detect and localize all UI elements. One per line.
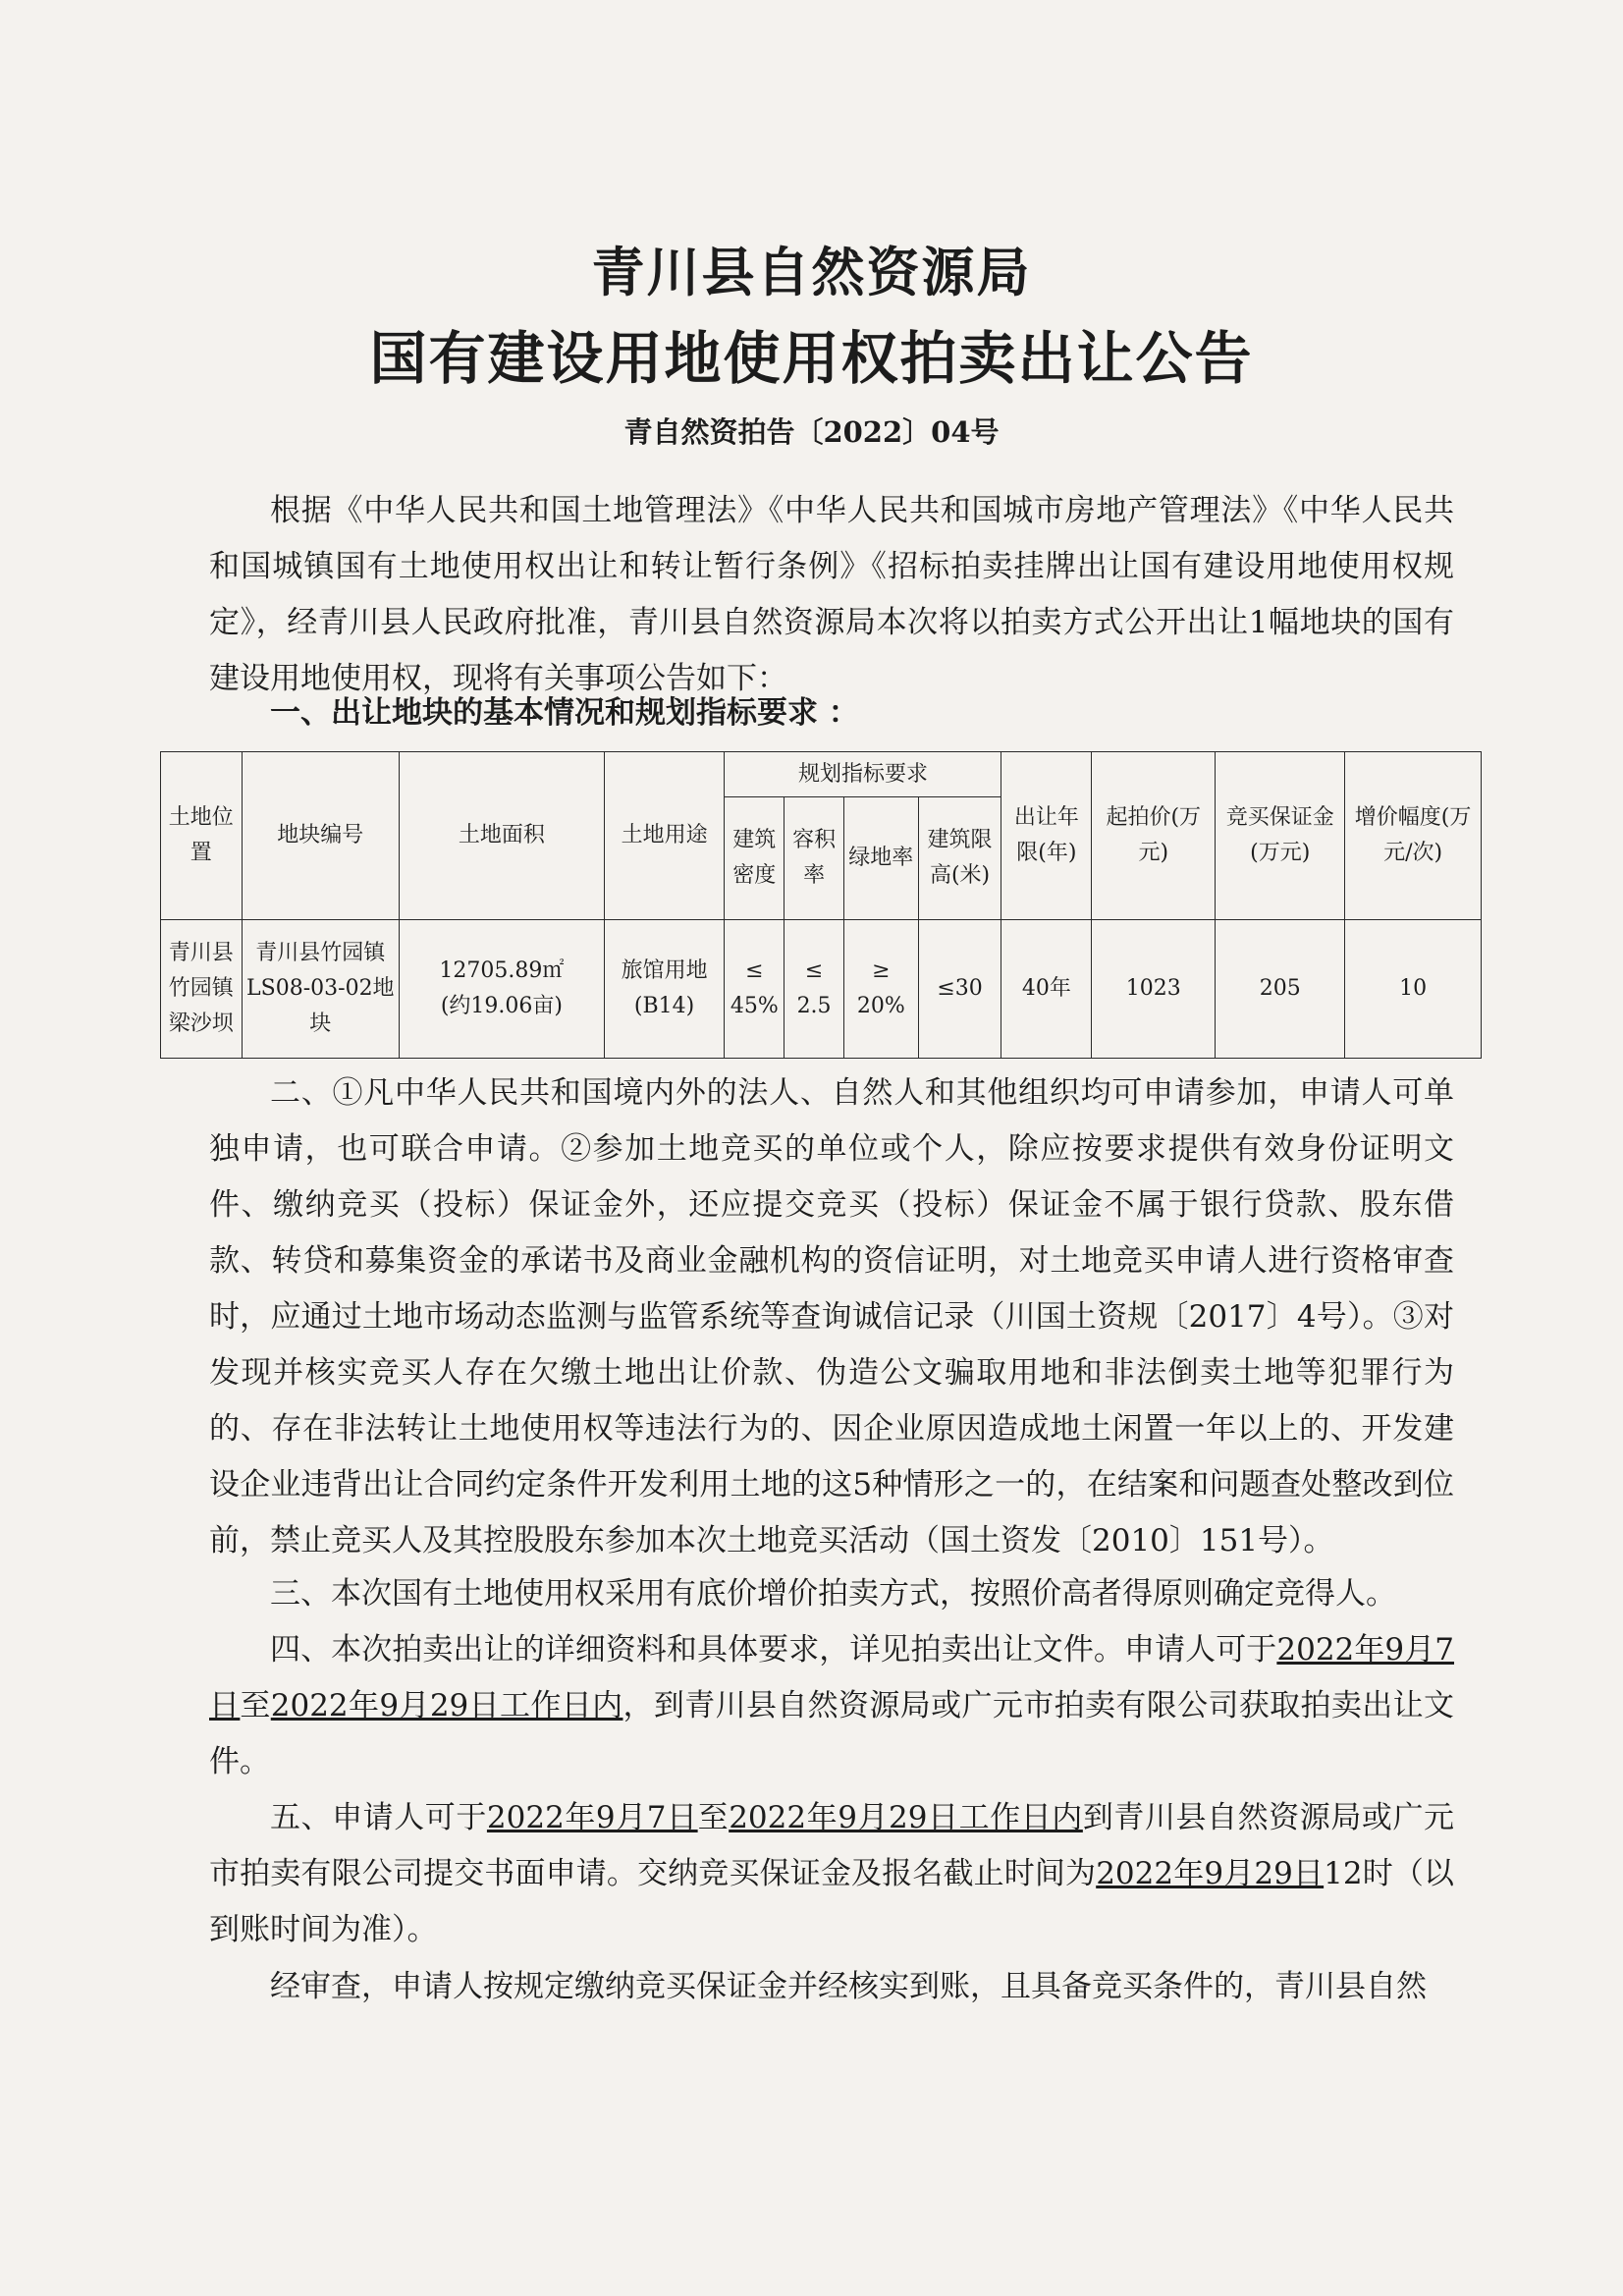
header-increment: 增价幅度(万元/次)	[1345, 752, 1482, 920]
land-parcel-table	[160, 751, 1482, 1059]
header-parcel-no: 地块编号	[242, 752, 400, 920]
cell-term: 40年	[1001, 920, 1092, 1059]
table-header-row	[161, 752, 1482, 797]
cell-green	[843, 920, 918, 1059]
cell-use	[604, 920, 725, 1059]
cell-area	[400, 920, 605, 1059]
cell-location: 青川县竹园镇梁沙坝	[161, 920, 243, 1059]
section5-deadline-date: 2022年9月29日	[1096, 1856, 1325, 1891]
cell-area-mu: (约19.06亩)	[440, 994, 563, 1018]
cell-increment: 10	[1345, 920, 1482, 1059]
header-term: 出让年限(年)	[1001, 752, 1092, 920]
cell-far	[784, 920, 844, 1059]
section4-date-end: 2022年9月29日工作日内	[270, 1688, 623, 1723]
section4-text-2: 至	[240, 1688, 271, 1723]
header-area: 土地面积	[400, 752, 605, 920]
notice-title: 国有建设用地使用权拍卖出让公告	[369, 325, 1254, 392]
section4-date-start: 2022年9月7日	[209, 1632, 1455, 1723]
section2-paragraph: 二、①凡中华人民共和国境内外的法人、自然人和其他组织均可申请参加，申请人可单独申请，也可联合申请。②参加土地竞买的单位或个人，除应按要求提供有效身份证明文件、缴纳竞买（投标）保证金外，还应提交竞买（投标）保证金不属于银行贷款、股东借款、转贷和募集资金的承诺书及商业金融机构的资信证明，对土地竞买申请人进行资格审查时，应通过土地市场动态监测与监管系统等查询诚信记录（川国土资规〔2017〕4号）。③对发现并核实竞买人存在欠缴土地出让价款、伪造公文骗取用地和非法倒卖土地等犯罪行为的、存在非法转让土地使用权等违法行为的、因企业原因造成地土闲置一年以上的、开发建设企业违背出让合同约定条件开发利用土地的这5种情形之一的，在结案和问题查处整改到位前，禁止竞买人及其控股股东参加本次土地竞买活动（国土资发〔2010〕151号）。	[209, 1075, 1454, 1558]
cell-start-price: 1023	[1092, 920, 1216, 1059]
header-deposit: 竞买保证金(万元)	[1216, 752, 1345, 920]
section5-text-2: 至	[697, 1800, 730, 1835]
intro-paragraph: 根据《中华人民共和国土地管理法》《中华人民共和国城市房地产管理法》《中华人民共和国城镇国有土地使用权出让和转让暂行条例》《招标拍卖挂牌出让国有建设用地使用权规定》，经青川县人民政府批准，青川县自然资源局本次将以拍卖方式公开出让1幅地块的国有建设用地使用权，现将有关事项公告如下：	[209, 493, 1454, 696]
section3-paragraph: 三、本次国有土地使用权采用有底价增价拍卖方式，按照价高者得原则确定竞得人。	[270, 1576, 1396, 1612]
cell-density-value: 45%	[730, 994, 779, 1018]
header-use: 土地用途	[604, 752, 725, 920]
header-height: 建筑限高(米)	[918, 797, 1001, 920]
section5-date-end: 2022年9月29日工作日内	[729, 1800, 1083, 1835]
cell-density-symbol: ≤	[745, 958, 764, 983]
section5-text-3: 到青川县自然资源局或广元市拍卖有限公司提交书面申请。交纳竞买保证金及报名截止时间为	[209, 1800, 1455, 1891]
section5-text-4: 12时（以到账时间为准）。	[209, 1856, 1455, 1947]
section6-paragraph: 经审查，申请人按规定缴纳竞买保证金并经核实到账，且具备竞买条件的，青川县自然	[270, 1969, 1427, 2004]
header-density: 建筑密度	[725, 797, 784, 920]
cell-area-sqm: 12705.89㎡	[439, 958, 565, 983]
header-far: 容积率	[784, 797, 844, 920]
cell-density	[725, 920, 784, 1059]
section1-heading: 一、出让地块的基本情况和规划指标要求 ：	[270, 695, 859, 731]
cell-use-name: 旅馆用地	[621, 958, 708, 983]
header-start-price: 起拍价(万元)	[1092, 752, 1216, 920]
document-number: 青自然资拍告〔2022〕04号	[623, 415, 1000, 449]
header-location: 土地位置	[161, 752, 243, 920]
section4-paragraph	[209, 1622, 1454, 1790]
cell-green-symbol: ≥	[872, 958, 891, 983]
section4-text-1: 四、本次拍卖出让的详细资料和具体要求，详见拍卖出让文件。申请人可于	[270, 1632, 1277, 1667]
section4-text-3: ，到青川县自然资源局或广元市拍卖有限公司获取拍卖出让文件。	[209, 1688, 1455, 1779]
cell-deposit: 205	[1216, 920, 1345, 1059]
cell-parcel-no: 青川县竹园镇LS08-03-02地块	[242, 920, 400, 1059]
cell-far-value: 2.5	[796, 994, 832, 1018]
cell-use-code: (B14)	[633, 994, 695, 1018]
cell-height: ≤30	[918, 920, 1001, 1059]
issuer-title: 青川县自然资源局	[591, 241, 1032, 303]
header-green: 绿地率	[843, 797, 918, 920]
section5-date-start: 2022年9月7日	[486, 1800, 698, 1835]
section5-paragraph	[209, 1790, 1454, 1958]
cell-far-symbol: ≤	[804, 958, 824, 983]
section5-text-1: 五、申请人可于	[270, 1800, 487, 1835]
header-planning-group: 规划指标要求	[725, 752, 1001, 797]
cell-green-value: 20%	[856, 994, 905, 1018]
table-row	[161, 920, 1482, 1059]
